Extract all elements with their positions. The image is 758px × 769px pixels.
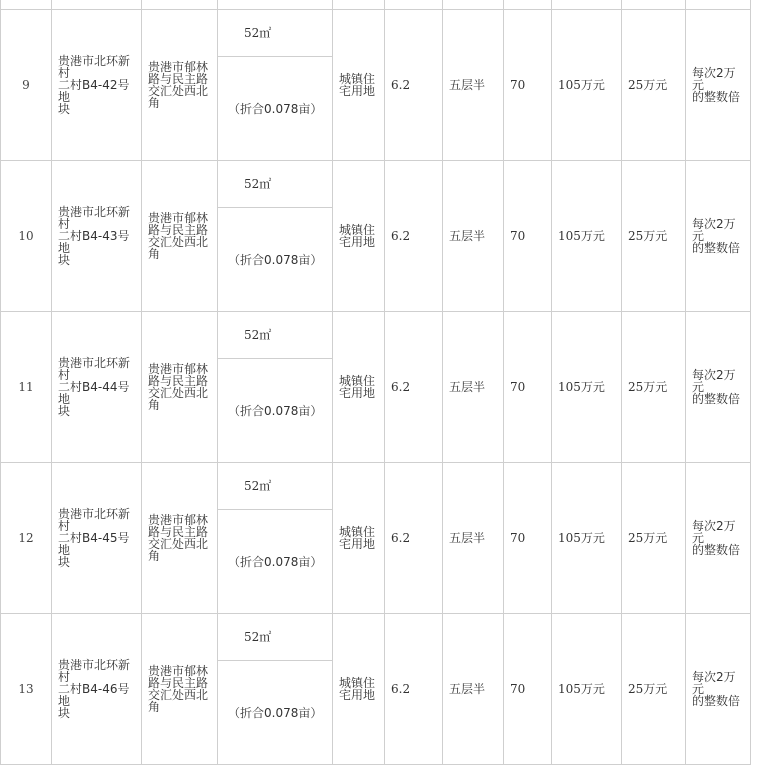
use_lines-line: 宅用地 [339,84,376,98]
use_lines-line: 宅用地 [339,537,376,551]
no-text: 9 [22,78,30,92]
area-mu-cell [218,661,333,765]
parcel_lines-line: 贵港市北环新村 [58,507,131,533]
parcel_lines-line: 块 [58,706,71,720]
area_mu-text: （折合0.078亩） [228,705,323,720]
parcel_lines-line: 块 [58,555,71,569]
table-row [1,463,751,510]
deposit-cell [622,161,686,312]
floors-text: 五层半 [449,229,486,243]
bid-increment-cell [686,614,751,765]
land-use-cell [333,312,385,463]
area_mu-text: （折合0.078亩） [228,252,323,267]
pct-text: 70 [510,380,526,394]
parcel_lines-line: 二村B4-45号地 [58,531,130,557]
land-use-cell [333,161,385,312]
area-sqm-cell [218,161,333,208]
years-text: 6.2 [391,229,411,243]
increment_lines-line: 每次2万元 [692,217,736,243]
start-price-cell [552,10,622,161]
location-cell [142,463,218,614]
deposit-text: 25万元 [628,229,668,243]
area-sqm-cell [218,463,333,510]
use_lines-line: 城镇住 [339,374,376,388]
location_lines-line: 路与民主路 [148,676,209,690]
start-price-cell [552,614,622,765]
location_lines-line: 交汇处西北 [148,386,209,400]
percentage-cell [504,614,552,765]
location_lines-line: 路与民主路 [148,525,209,539]
years-text: 6.2 [391,531,411,545]
area-mu-cell [218,359,333,463]
location_lines-line: 贵港市郁林 [148,60,209,74]
location_lines-line: 交汇处西北 [148,235,209,249]
floors-text: 五层半 [449,682,486,696]
area-sqm-cell [218,614,333,661]
increment_lines-line: 的整数倍 [692,90,741,104]
floors-text: 五层半 [449,531,486,545]
increment_lines-line: 的整数倍 [692,241,741,255]
location_lines-line: 路与民主路 [148,72,209,86]
deposit-cell [622,614,686,765]
floors-text: 五层半 [449,78,486,92]
location-cell [142,161,218,312]
increment_lines-line: 的整数倍 [692,543,741,557]
parcel_lines-line: 贵港市北环新村 [58,356,131,382]
land-use-cell [333,614,385,765]
location-cell [142,312,218,463]
bid-increment-cell [686,10,751,161]
pct-text: 70 [510,531,526,545]
pct-text: 70 [510,682,526,696]
start_price-text: 105万元 [558,78,605,92]
parcel_lines-line: 二村B4-44号地 [58,380,130,406]
start_price-text: 105万元 [558,531,605,545]
location_lines-line: 角 [148,398,161,412]
area_sqm-text: 52㎡ [244,177,272,191]
row-number [1,614,52,765]
location_lines-line: 角 [148,96,161,110]
parcel-name-cell [52,614,142,765]
use_lines-line: 宅用地 [339,235,376,249]
start_price-text: 105万元 [558,229,605,243]
no-text: 13 [18,682,34,696]
floors-cell [443,161,504,312]
start-price-cell [552,463,622,614]
increment_lines-line: 每次2万元 [692,670,736,696]
table-row [1,312,751,359]
land-use-cell [333,463,385,614]
parcel_lines-line: 二村B4-46号地 [58,682,130,708]
area-mu-cell [218,57,333,161]
location_lines-line: 交汇处西北 [148,537,209,551]
start_price-text: 105万元 [558,682,605,696]
area-mu-cell [218,510,333,614]
use_lines-line: 城镇住 [339,525,376,539]
deposit-text: 25万元 [628,531,668,545]
table-body [1,0,751,765]
row-number [1,161,52,312]
floors-cell [443,614,504,765]
table-row [1,10,751,57]
parcel_lines-line: 块 [58,253,71,267]
use_lines-line: 城镇住 [339,676,376,690]
years-text: 6.2 [391,682,411,696]
parcel-name-cell [52,161,142,312]
area_mu-text: （折合0.078亩） [228,403,323,418]
use_lines-line: 宅用地 [339,688,376,702]
row-number [1,463,52,614]
deposit-text: 25万元 [628,78,668,92]
area-mu-cell [218,208,333,312]
years-text: 6.2 [391,78,411,92]
years-cell [385,10,443,161]
area_sqm-text: 52㎡ [244,479,272,493]
parcel_lines-line: 块 [58,102,71,116]
pct-text: 70 [510,78,526,92]
row-number [1,10,52,161]
start-price-cell [552,312,622,463]
table-row [1,161,751,208]
floors-cell [443,10,504,161]
increment_lines-line: 每次2万元 [692,519,736,545]
parcel-name-cell [52,312,142,463]
deposit-text: 25万元 [628,380,668,394]
location_lines-line: 路与民主路 [148,223,209,237]
parcel-name-cell [52,10,142,161]
years-cell [385,614,443,765]
parcel_lines-line: 贵港市北环新村 [58,658,131,684]
pct-text: 70 [510,229,526,243]
parcel_lines-line: 二村B4-43号地 [58,229,130,255]
area_sqm-text: 52㎡ [244,630,272,644]
location_lines-line: 交汇处西北 [148,84,209,98]
area_mu-text: （折合0.078亩） [228,554,323,569]
percentage-cell [504,10,552,161]
no-text: 11 [18,380,34,394]
years-cell [385,161,443,312]
parcel_lines-line: 贵港市北环新村 [58,205,131,231]
increment_lines-line: 的整数倍 [692,392,741,406]
location_lines-line: 贵港市郁林 [148,513,209,527]
location_lines-line: 交汇处西北 [148,688,209,702]
start_price-text: 105万元 [558,380,605,394]
area-sqm-cell [218,10,333,57]
area-sqm-cell [218,312,333,359]
use_lines-line: 宅用地 [339,386,376,400]
deposit-cell [622,10,686,161]
years-text: 6.2 [391,380,411,394]
percentage-cell [504,312,552,463]
no-text: 10 [18,229,34,243]
bid-increment-cell [686,463,751,614]
deposit-text: 25万元 [628,682,668,696]
deposit-cell [622,312,686,463]
area_sqm-text: 52㎡ [244,328,272,342]
location_lines-line: 路与民主路 [148,374,209,388]
location_lines-line: 角 [148,549,161,563]
increment_lines-line: 每次2万元 [692,368,736,394]
no-text: 12 [18,531,34,545]
use_lines-line: 城镇住 [339,223,376,237]
parcel-name-cell [52,463,142,614]
location_lines-line: 贵港市郁林 [148,664,209,678]
row-number [1,312,52,463]
location_lines-line: 贵港市郁林 [148,211,209,225]
location-cell [142,614,218,765]
years-cell [385,312,443,463]
bid-increment-cell [686,312,751,463]
increment_lines-line: 的整数倍 [692,694,741,708]
table-row [1,614,751,661]
bid-increment-cell [686,161,751,312]
use_lines-line: 城镇住 [339,72,376,86]
area_mu-text: （折合0.078亩） [228,101,323,116]
floors-cell [443,463,504,614]
parcel_lines-line: 块 [58,404,71,418]
deposit-cell [622,463,686,614]
location_lines-line: 角 [148,247,161,261]
percentage-cell [504,161,552,312]
increment_lines-line: 每次2万元 [692,66,736,92]
table-top-strip [1,0,751,10]
location_lines-line: 角 [148,700,161,714]
parcel_lines-line: 贵港市北环新村 [58,54,131,80]
area_sqm-text: 52㎡ [244,26,272,40]
years-cell [385,463,443,614]
parcel_lines-line: 二村B4-42号地 [58,78,130,104]
start-price-cell [552,161,622,312]
floors-text: 五层半 [449,380,486,394]
floors-cell [443,312,504,463]
location-cell [142,10,218,161]
location_lines-line: 贵港市郁林 [148,362,209,376]
land-use-cell [333,10,385,161]
percentage-cell [504,463,552,614]
